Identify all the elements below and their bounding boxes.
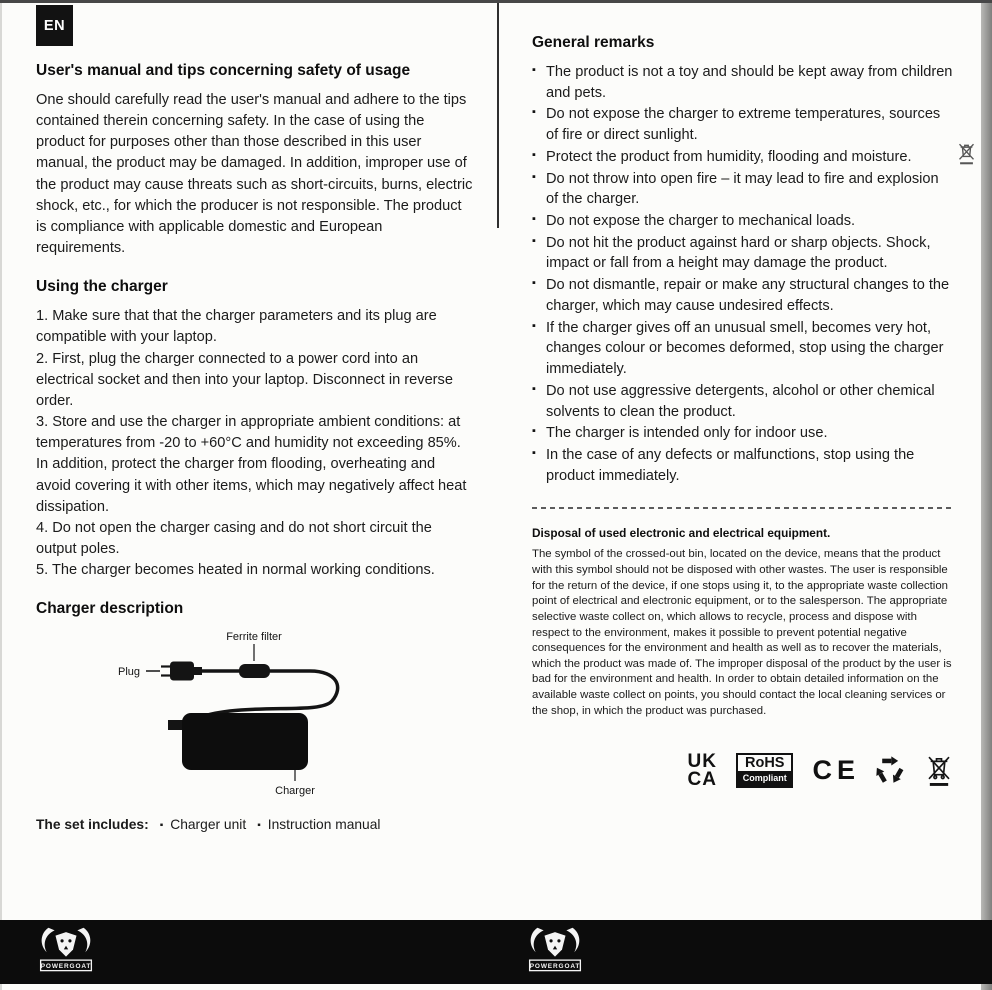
disposal-body: The symbol of the crossed-out bin, located on the device, means that the product with this symbol should not be disposed with other wastes. The user is responsible for the return of the device, if one stops using it, to the appropriate waste collection point of electrical and electronic equipment, or to the salesperson. The appropriate selective waste collect on, which allows to recycle, process and dispose with respect to the environment, makes it possible to prevent potential negative consequences for the environment and health as well as to recover the materials, which the product was made of. The improper disposal of the product by the user is bad for the environment and health. In order to obtain detailed information on the available waste collect on points, you should contact the local cleaning services or the shop, in which the product was purchased. <box>532 548 952 717</box>
language-badge: EN <box>36 5 73 46</box>
using-step: 5. The charger becomes heated in normal working conditions. <box>36 562 435 579</box>
safety-section-title: User's manual and tips concerning safety of usage <box>36 62 411 79</box>
remark-item: ▪ If the charger gives off an unusual smell, becomes very hot, changes colour or becomes deformed, stop using the charger immediately. <box>532 318 954 380</box>
diagram-label-ferrite: Ferrite filter <box>226 631 282 644</box>
right-column <box>532 34 954 788</box>
diagram-label-charger: Charger <box>275 785 315 798</box>
ukca-mark <box>688 753 717 788</box>
remarks-section-title: General remarks <box>532 34 655 51</box>
charger-brick-icon <box>182 713 308 770</box>
ukca-line1: UK <box>687 751 717 773</box>
remark-item: ▪ Protect the product from humidity, flooding and moisture. <box>532 147 954 168</box>
ukca-line2: CA <box>687 768 717 790</box>
rohs-mark <box>736 753 793 788</box>
rohs-compliant-label: Compliant <box>738 771 791 786</box>
set-includes <box>36 817 474 832</box>
powergoat-logo <box>38 925 94 976</box>
charger-diagram <box>112 628 422 800</box>
scan-edge-right <box>981 0 992 990</box>
compliance-marks <box>532 753 954 788</box>
powergoat-wordmark: POWERGOAT <box>529 963 581 970</box>
description-section-title: Charger description <box>36 600 184 618</box>
ce-mark: CE <box>812 755 860 786</box>
using-step: 4. Do not open the charger casing and do not short circuit the output poles. <box>36 519 432 557</box>
left-column <box>36 62 474 832</box>
remark-item: ▪ Do not expose the charger to mechanical loads. <box>532 211 954 232</box>
scan-edge-top <box>0 0 992 3</box>
remark-item: ▪ The product is not a toy and should be kept away from children and pets. <box>532 62 954 103</box>
weee-bin-icon <box>924 753 954 788</box>
using-section-title: Using the charger <box>36 278 168 296</box>
remark-item: ▪ In the case of any defects or malfunctions, stop using the product immediately. <box>532 445 954 486</box>
plug-icon <box>161 662 202 681</box>
powergoat-wordmark: POWERGOAT <box>40 963 92 970</box>
center-fold-line <box>497 0 499 228</box>
remark-item: ▪ Do not hit the product against hard or sharp objects. Shock, impact or fall from a height may damage the product. <box>532 233 954 274</box>
powergoat-logo <box>527 925 583 976</box>
weee-bin-icon <box>956 141 977 166</box>
safety-section-body: One should carefully read the user's manual and adhere to the tips contained therein concerning safety. In the case of using the product for purposes other than those described in this user manual, the product may be damaged. In addition, improper use of the product may cause threats such as short-circuits, burns, electric shock, etc., for which the producer is not responsible. The product is compliance with applicable domestic and European requirements. <box>36 92 473 257</box>
scan-edge-left <box>0 0 2 990</box>
remark-item: ▪ Do not dismantle, repair or make any structural changes to the charger, which may cause undesired effects. <box>532 275 954 316</box>
using-step: 3. Store and use the charger in appropriate ambient conditions: at temperatures from -20 to +60°C and humidity not exceeding 85%. In addition, protect the charger from flooding, overheating and avoid covering it with other items, which may negatively affect heat dissipation. <box>36 414 467 515</box>
footer-band <box>0 920 992 984</box>
remark-item: ▪ The charger is intended only for indoor use. <box>532 423 954 444</box>
remark-item: ▪ Do not use aggressive detergents, alcohol or other chemical solvents to clean the product. <box>532 381 954 422</box>
remarks-list <box>532 62 954 486</box>
dashed-divider <box>532 507 954 509</box>
ferrite-filter-icon <box>239 664 270 678</box>
remark-item: ▪ Do not expose the charger to extreme temperatures, sources of fire or direct sunlight. <box>532 104 954 145</box>
disposal-title: Disposal of used electronic and electrical equipment. <box>532 526 831 541</box>
using-step: 1. Make sure that that the charger parameters and its plug are compatible with your laptop. <box>36 308 437 346</box>
rohs-label: RoHS <box>745 755 785 772</box>
set-includes-item: ▪ Charger unit <box>149 817 246 832</box>
remark-item: ▪ Do not throw into open fire – it may lead to fire and explosion of the charger. <box>532 169 954 210</box>
recycle-icon <box>874 755 905 786</box>
set-includes-item: ▪ Instruction manual <box>246 817 380 832</box>
diagram-label-plug: Plug <box>118 666 141 679</box>
set-includes-label: The set includes: <box>36 817 149 833</box>
using-step: 2. First, plug the charger connected to a power cord into an electrical socket and then into your laptop. Disconnect in reverse order. <box>36 350 453 409</box>
